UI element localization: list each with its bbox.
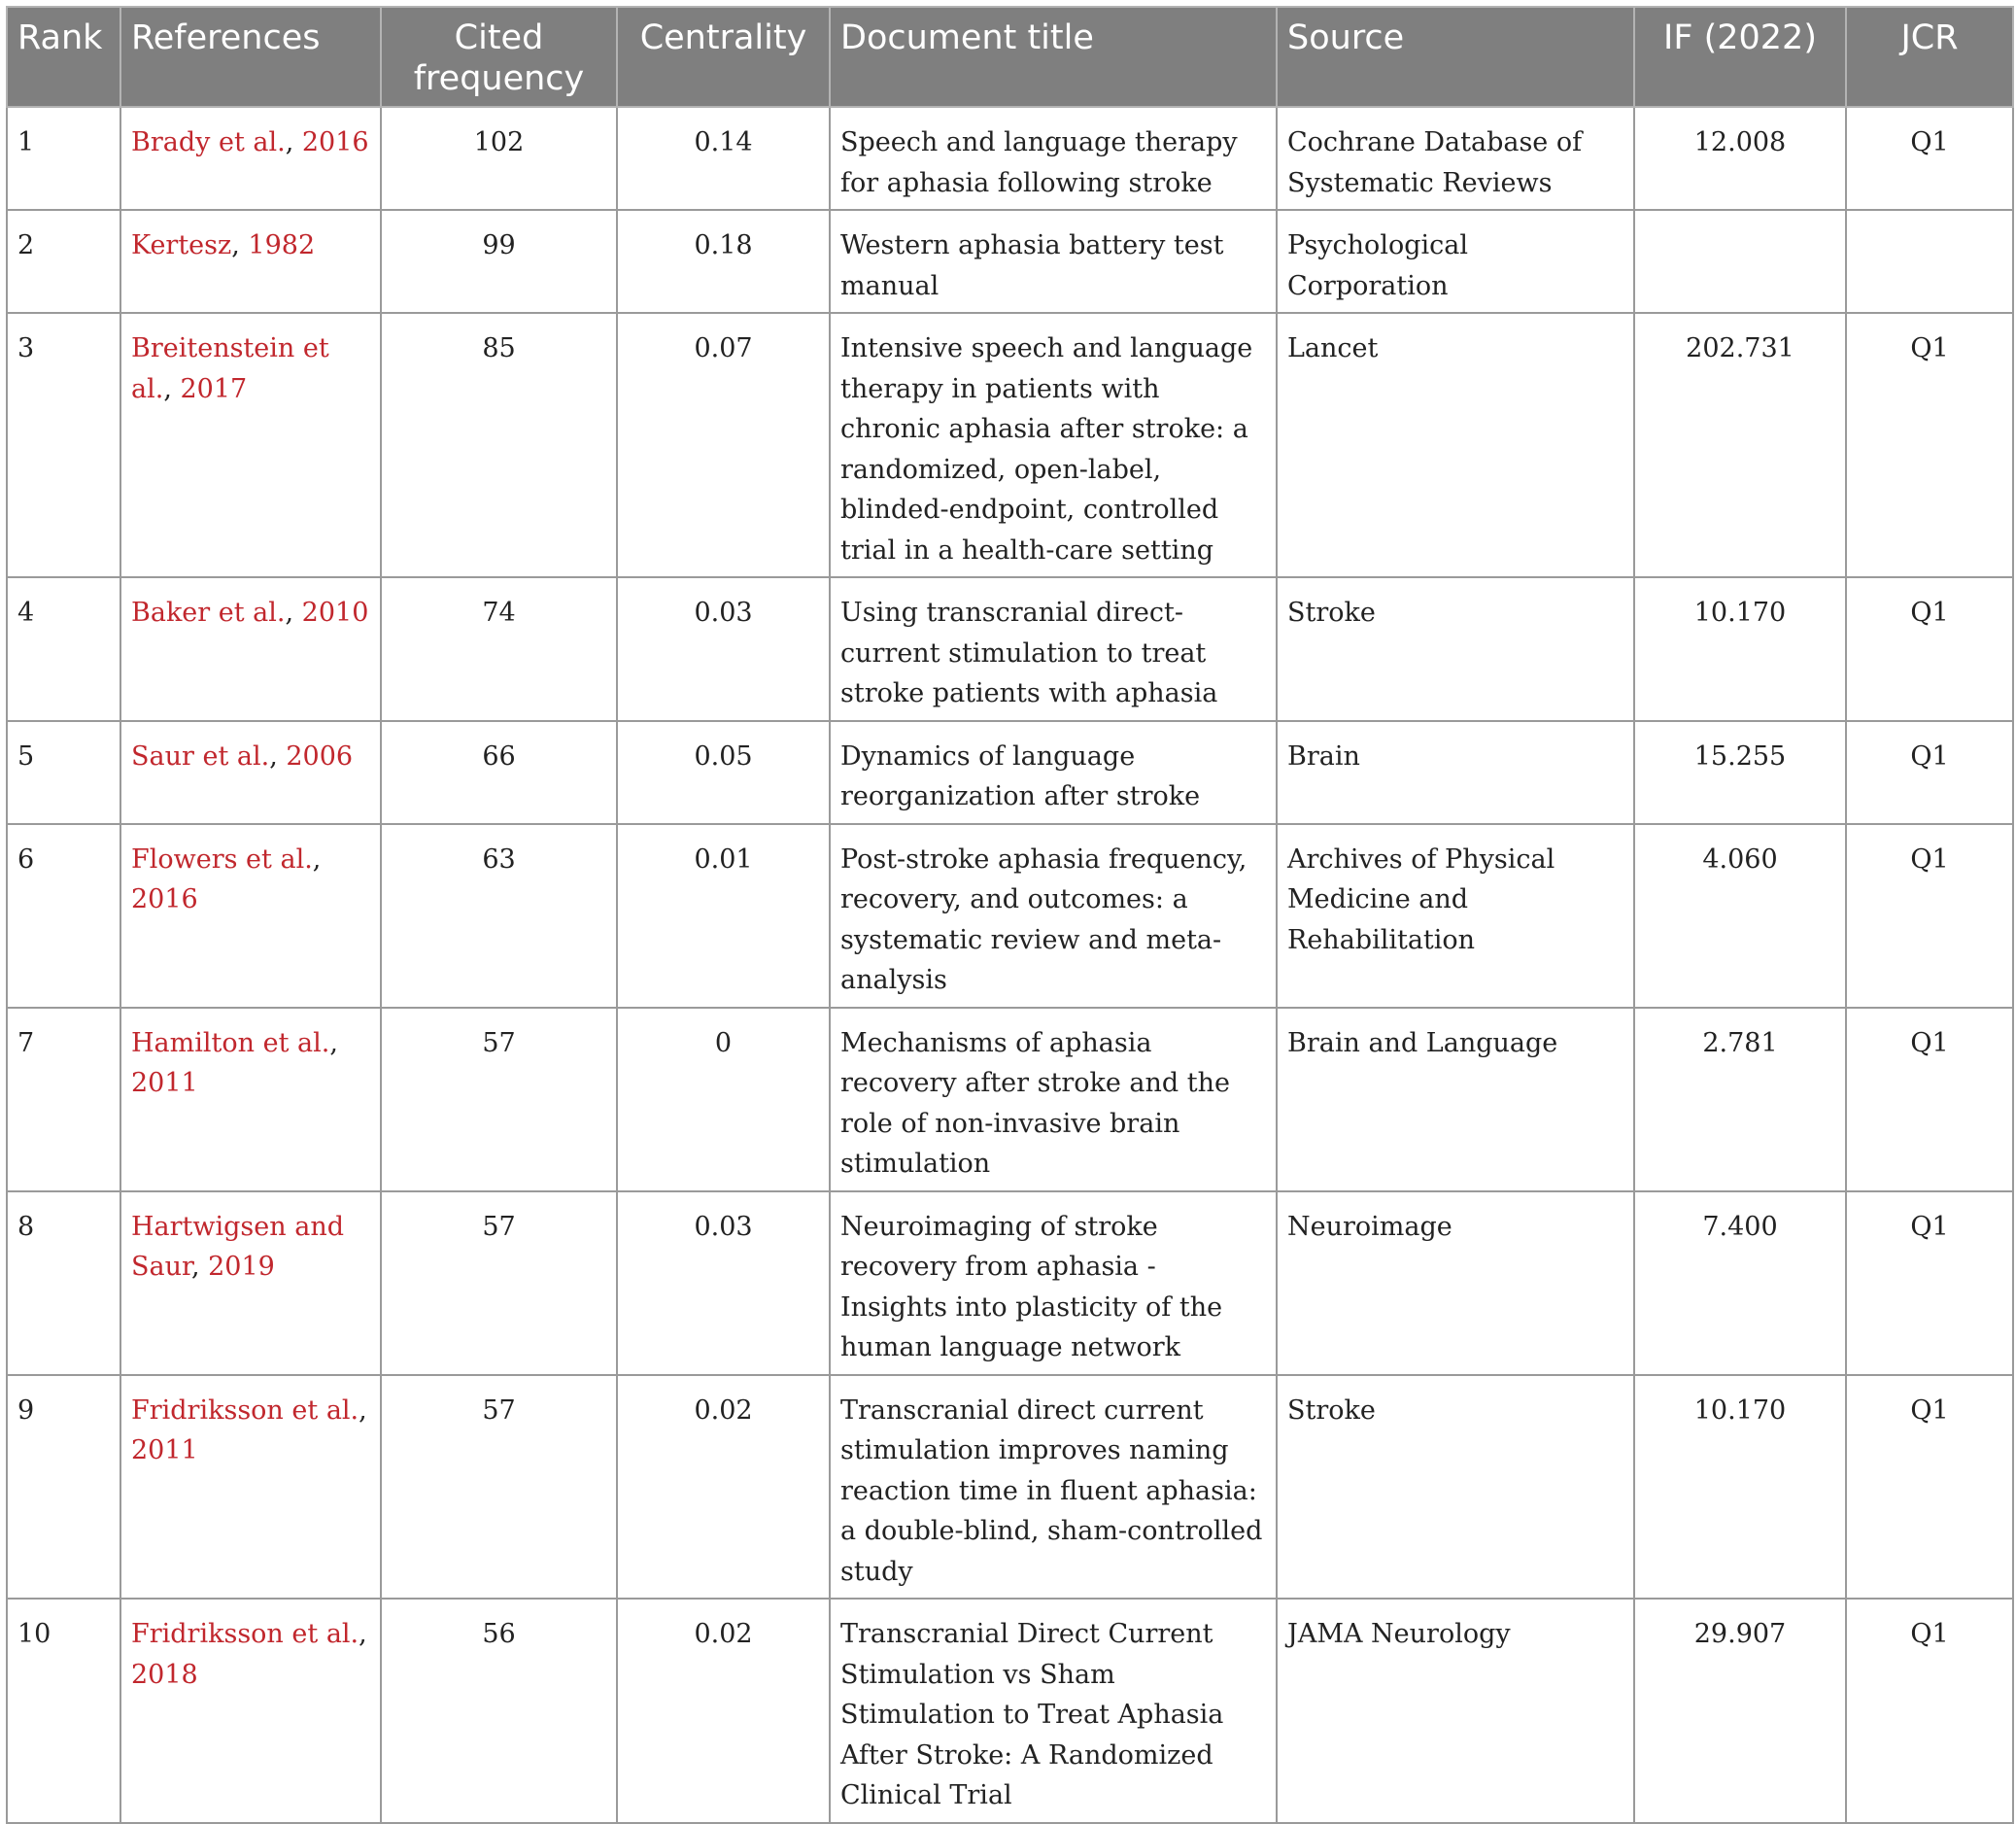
cited-frequency-cell: 57: [381, 1191, 617, 1375]
impact-factor-cell: 29.907: [1634, 1599, 1846, 1823]
rank-cell: 1: [7, 107, 120, 210]
cited-frequency-cell: 102: [381, 107, 617, 210]
reference-cell: [120, 210, 381, 313]
rank-cell: 4: [7, 577, 120, 721]
reference-year-link[interactable]: 2017: [180, 373, 248, 404]
jcr-cell: Q1: [1846, 1191, 2013, 1375]
document-title-cell: Post-stroke aphasia frequency, recovery, and outcomes: a systematic review and meta-analysis: [830, 824, 1277, 1008]
impact-factor-cell: 202.731: [1634, 313, 1846, 577]
reference-separator: ,: [190, 1252, 209, 1282]
impact-factor-cell: 2.781: [1634, 1008, 1846, 1191]
centrality-cell: 0.07: [617, 313, 830, 577]
citation-table: [6, 6, 2014, 1824]
cited-frequency-cell: 66: [381, 721, 617, 824]
centrality-cell: 0.03: [617, 1191, 830, 1375]
document-title-cell: Intensive speech and language therapy in patients with chronic aphasia after stroke: a randomized, open-label, blinded-endpoint, controlled trial in a health-care setting: [830, 313, 1277, 577]
reference-cell: [120, 1375, 381, 1600]
reference-year-link[interactable]: 2016: [131, 884, 198, 914]
reference-year-link[interactable]: 2006: [286, 740, 354, 772]
reference-year-link[interactable]: 2011: [131, 1435, 198, 1465]
centrality-cell: 0.02: [617, 1375, 830, 1600]
rank-cell: 9: [7, 1375, 120, 1600]
source-cell: JAMA Neurology: [1277, 1599, 1634, 1823]
table-row: [7, 210, 2013, 313]
rank-cell: 5: [7, 721, 120, 824]
jcr-cell: Q1: [1846, 721, 2013, 824]
source-cell: Psychological Corporation: [1277, 210, 1634, 313]
rank-cell: 3: [7, 313, 120, 577]
header-document-title: Document title: [830, 7, 1277, 107]
centrality-cell: 0.14: [617, 107, 830, 210]
reference-author-link[interactable]: Hartwigsen and Saur: [131, 1211, 345, 1282]
reference-author-link[interactable]: Saur et al.: [131, 740, 270, 772]
cited-frequency-cell: 74: [381, 577, 617, 721]
source-cell: Stroke: [1277, 1375, 1634, 1600]
reference-year-link[interactable]: 1982: [248, 230, 316, 260]
source-cell: Brain and Language: [1277, 1008, 1634, 1191]
centrality-cell: 0.18: [617, 210, 830, 313]
reference-cell: [120, 577, 381, 721]
centrality-cell: 0.01: [617, 824, 830, 1008]
table-row: [7, 1375, 2013, 1600]
jcr-cell: Q1: [1846, 577, 2013, 721]
table-row: [7, 1599, 2013, 1823]
reference-cell: [120, 824, 381, 1008]
source-cell: Lancet: [1277, 313, 1634, 577]
document-title-cell: Transcranial direct current stimulation improves naming reaction time in fluent aphasia: a double-blind, sham-controlled study: [830, 1375, 1277, 1600]
reference-separator: ,: [359, 1619, 367, 1649]
rank-cell: 7: [7, 1008, 120, 1191]
reference-year-link[interactable]: 2019: [208, 1252, 275, 1282]
impact-factor-cell: 15.255: [1634, 721, 1846, 824]
jcr-cell: Q1: [1846, 107, 2013, 210]
header-centrality: Centrality: [617, 7, 830, 107]
cited-frequency-cell: 63: [381, 824, 617, 1008]
reference-cell: [120, 1191, 381, 1375]
reference-author-link[interactable]: Breitenstein et al.: [131, 333, 329, 404]
cited-frequency-cell: 85: [381, 313, 617, 577]
jcr-cell: [1846, 210, 2013, 313]
header-jcr: JCR: [1846, 7, 2013, 107]
centrality-cell: 0.05: [617, 721, 830, 824]
reference-separator: ,: [312, 843, 322, 875]
reference-separator: ,: [285, 127, 302, 157]
source-cell: Neuroimage: [1277, 1191, 1634, 1375]
jcr-cell: Q1: [1846, 1008, 2013, 1191]
source-cell: Stroke: [1277, 577, 1634, 721]
table-row: [7, 577, 2013, 721]
rank-cell: 8: [7, 1191, 120, 1375]
document-title-cell: Dynamics of language reorganization after stroke: [830, 721, 1277, 824]
reference-year-link[interactable]: 2018: [131, 1659, 198, 1690]
rank-cell: 2: [7, 210, 120, 313]
impact-factor-cell: 10.170: [1634, 577, 1846, 721]
table-row: [7, 1191, 2013, 1375]
reference-author-link[interactable]: Fridriksson et al.: [131, 1619, 359, 1649]
table-row: [7, 313, 2013, 577]
document-title-cell: Mechanisms of aphasia recovery after stroke and the role of non-invasive brain stimulation: [830, 1008, 1277, 1191]
impact-factor-cell: 10.170: [1634, 1375, 1846, 1600]
reference-cell: [120, 1599, 381, 1823]
reference-separator: ,: [231, 230, 249, 260]
jcr-cell: Q1: [1846, 1375, 2013, 1600]
reference-author-link[interactable]: Fridriksson et al.: [131, 1394, 359, 1426]
reference-author-link[interactable]: Baker et al.: [131, 598, 286, 628]
table-header: [7, 7, 2013, 107]
reference-cell: [120, 313, 381, 577]
reference-year-link[interactable]: 2010: [301, 598, 369, 628]
document-title-cell: Speech and language therapy for aphasia following stroke: [830, 107, 1277, 210]
jcr-cell: Q1: [1846, 313, 2013, 577]
reference-author-link[interactable]: Flowers et al.: [131, 843, 313, 875]
centrality-cell: 0.03: [617, 577, 830, 721]
table-row: [7, 721, 2013, 824]
header-rank: Rank: [7, 7, 120, 107]
header-references: References: [120, 7, 381, 107]
impact-factor-cell: 12.008: [1634, 107, 1846, 210]
source-cell: Archives of Physical Medicine and Rehabilitation: [1277, 824, 1634, 1008]
reference-separator: ,: [285, 598, 302, 628]
table-row: [7, 1008, 2013, 1191]
document-title-cell: Using transcranial direct-current stimulation to treat stroke patients with aphasia: [830, 577, 1277, 721]
header-if: IF (2022): [1634, 7, 1846, 107]
header-cited-frequency: Cited frequency: [381, 7, 617, 107]
rank-cell: 10: [7, 1599, 120, 1823]
header-source: Source: [1277, 7, 1634, 107]
reference-separator: ,: [269, 740, 287, 772]
reference-author-link[interactable]: Hamilton et al.: [131, 1027, 330, 1058]
rank-cell: 6: [7, 824, 120, 1008]
impact-factor-cell: 7.400: [1634, 1191, 1846, 1375]
cited-frequency-cell: 57: [381, 1375, 617, 1600]
reference-cell: [120, 107, 381, 210]
document-title-cell: Transcranial Direct Current Stimulation vs Sham Stimulation to Treat Aphasia After Stroke: A Randomized Clinical Trial: [830, 1599, 1277, 1823]
impact-factor-cell: [1634, 210, 1846, 313]
cited-frequency-cell: 57: [381, 1008, 617, 1191]
centrality-cell: 0: [617, 1008, 830, 1191]
centrality-cell: 0.02: [617, 1599, 830, 1823]
reference-separator: ,: [163, 373, 181, 404]
table-row: [7, 824, 2013, 1008]
source-cell: Cochrane Database of Systematic Reviews: [1277, 107, 1634, 210]
table-row: [7, 107, 2013, 210]
reference-cell: [120, 1008, 381, 1191]
jcr-cell: Q1: [1846, 1599, 2013, 1823]
source-cell: Brain: [1277, 721, 1634, 824]
reference-separator: ,: [359, 1394, 367, 1426]
reference-separator: ,: [329, 1027, 338, 1058]
reference-year-link[interactable]: 2016: [301, 127, 369, 157]
cited-frequency-cell: 56: [381, 1599, 617, 1823]
cited-frequency-cell: 99: [381, 210, 617, 313]
impact-factor-cell: 4.060: [1634, 824, 1846, 1008]
reference-author-link[interactable]: Kertesz: [131, 230, 232, 260]
reference-author-link[interactable]: Brady et al.: [131, 127, 286, 157]
document-title-cell: Neuroimaging of stroke recovery from aphasia - Insights into plasticity of the human language network: [830, 1191, 1277, 1375]
reference-year-link[interactable]: 2011: [131, 1068, 198, 1098]
reference-cell: [120, 721, 381, 824]
jcr-cell: Q1: [1846, 824, 2013, 1008]
document-title-cell: Western aphasia battery test manual: [830, 210, 1277, 313]
